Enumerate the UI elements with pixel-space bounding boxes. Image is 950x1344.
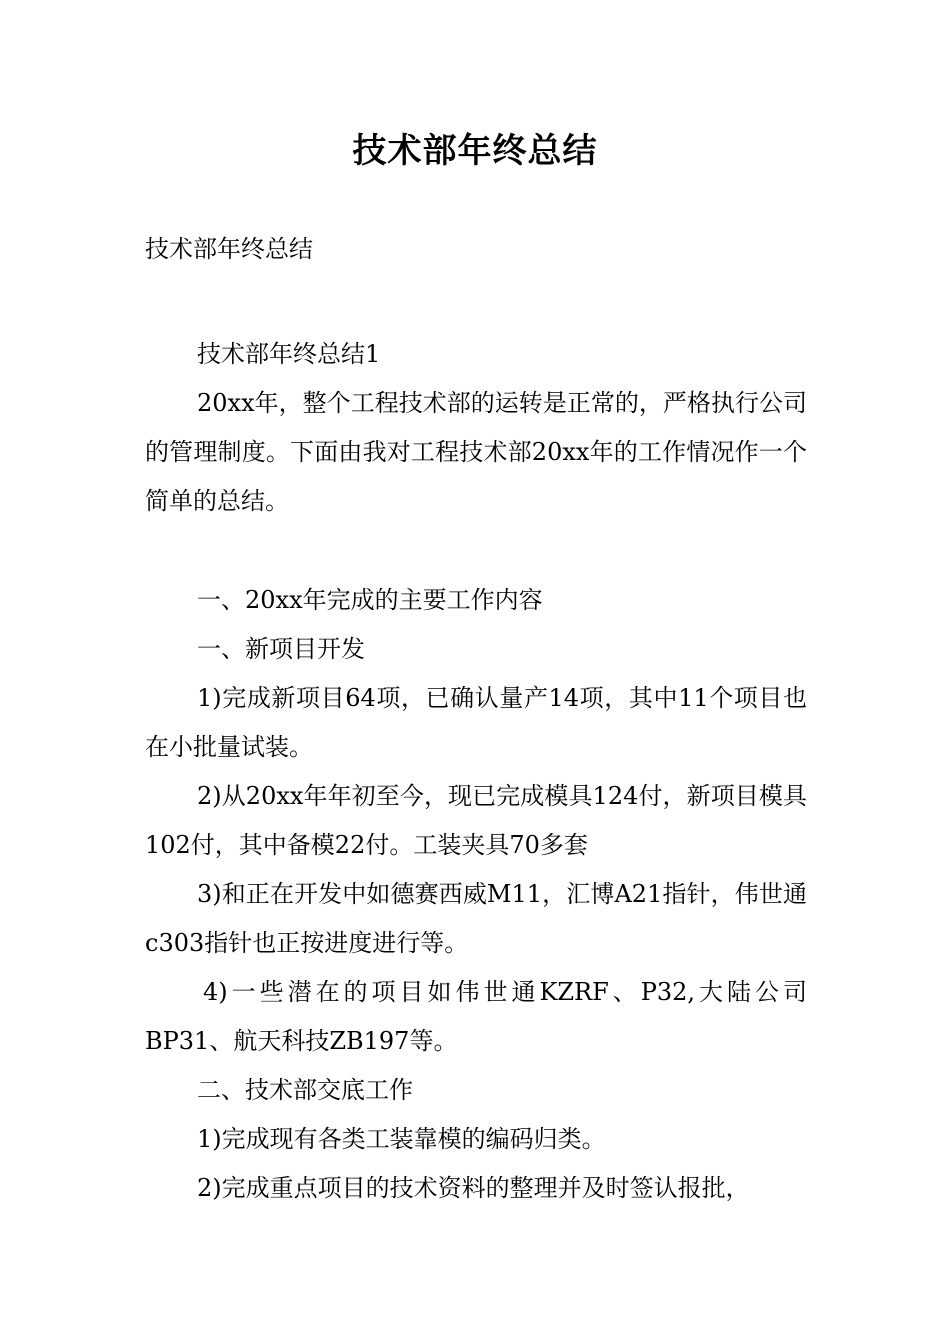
list-item: 1)完成新项目64项，已确认量产14项，其中11个项目也在小批量试装。 <box>145 684 807 761</box>
document-subtitle: 技术部年终总结 <box>145 235 313 263</box>
document-title: 技术部年终总结 <box>352 131 598 171</box>
section-heading: 技术部年终总结1 <box>197 340 381 368</box>
list-item: 3)和正在开发中如德赛西威M11，汇博A21指针，伟世通c303指针也正按进度进行等。 <box>145 880 807 957</box>
list-item: 2)从20xx年年初至今，现已完成模具124付，新项目模具102付，其中备模22付。工装夹具70多套 <box>145 782 807 859</box>
list-item: 4)一些潜在的项目如伟世通KZRF、P32,大陆公司BP31、航天科技ZB197等。 <box>145 978 807 1055</box>
section-heading: 一、20xx年完成的主要工作内容 <box>197 586 543 614</box>
list-item: 2)完成重点项目的技术资料的整理并及时签认报批， <box>197 1174 750 1202</box>
intro-paragraph: 20xx年，整个工程技术部的运转是正常的，严格执行公司的管理制度。下面由我对工程技术部20xx年的工作情况作一个简单的总结。 <box>145 389 807 515</box>
subsection-heading: 一、新项目开发 <box>197 635 365 663</box>
list-item: 1)完成现有各类工装靠模的编码归类。 <box>197 1125 606 1153</box>
paragraph-gap <box>145 526 807 576</box>
document-body <box>145 330 807 1213</box>
subsection-heading: 二、技术部交底工作 <box>197 1076 413 1104</box>
